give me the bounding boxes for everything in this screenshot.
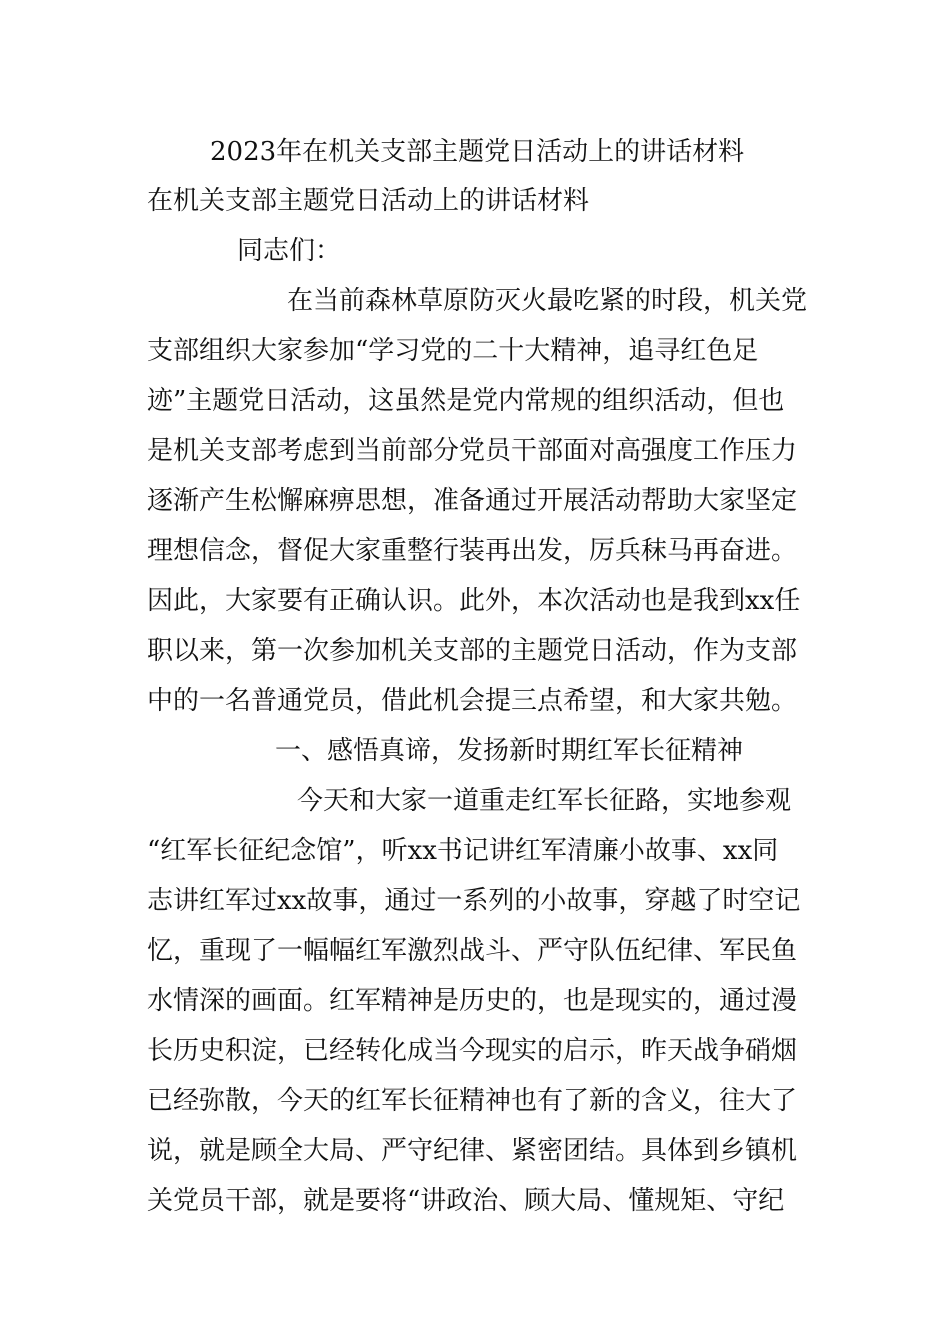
paragraph-2-line: 长历史积淀，已经转化成当今现实的启示，昨天战争硝烟 [147,1036,798,1066]
paragraph-1-line: 职以来，第一次参加机关支部的主题党日活动，作为支部 [147,636,798,666]
paragraph-1-line: 支部组织大家参加“学习党的二十大精神，追寻红色足 [147,336,759,366]
paragraph-1-line: 因此，大家要有正确认识。此外，本次活动也是我到xx任 [147,586,801,616]
document-title: 2023年在机关支部主题党日活动上的讲话材料 [210,137,745,167]
paragraph-2-line: 忆，重现了一幅幅红军激烈战斗、严守队伍纪律、军民鱼 [147,936,798,966]
document-subtitle: 在机关支部主题党日活动上的讲话材料 [147,186,590,216]
paragraph-1-line: 理想信念，督促大家重整行装再出发，厉兵秣马再奋进。 [147,536,798,566]
paragraph-1-line: 迹”主题党日活动，这虽然是党内常规的组织活动，但也 [147,386,785,416]
paragraph-2-line: 说，就是顾全大局、严守纪律、紧密团结。具体到乡镇机 [147,1136,798,1166]
greeting: 同志们： [237,236,342,266]
paragraph-1-line: 是机关支部考虑到当前部分党员干部面对高强度工作压力 [147,436,798,466]
paragraph-2-line: 关党员干部，就是要将“讲政治、顾大局、懂规矩、守纪 [147,1186,785,1216]
paragraph-2-line: 水情深的画面。红军精神是历史的，也是现实的，通过漫 [147,986,798,1016]
paragraph-1-line: 在当前森林草原防灭火最吃紧的时段，机关党 [287,286,808,316]
section-heading-1: 一、感悟真谛，发扬新时期红军长征精神 [275,736,744,766]
paragraph-2-line: “红军长征纪念馆”，听xx书记讲红军清廉小故事、xx同 [147,836,779,866]
paragraph-1-line: 逐渐产生松懈麻痹思想，准备通过开展活动帮助大家坚定 [147,486,798,516]
paragraph-1-line: 中的一名普通党员，借此机会提三点希望，和大家共勉。 [147,686,798,716]
paragraph-2-line: 志讲红军过xx故事，通过一系列的小故事，穿越了时空记 [147,886,801,916]
paragraph-2-line: 已经弥散，今天的红军长征精神也有了新的含义，往大了 [147,1086,798,1116]
paragraph-2-line: 今天和大家一道重走红军长征路，实地参观 [297,786,792,816]
